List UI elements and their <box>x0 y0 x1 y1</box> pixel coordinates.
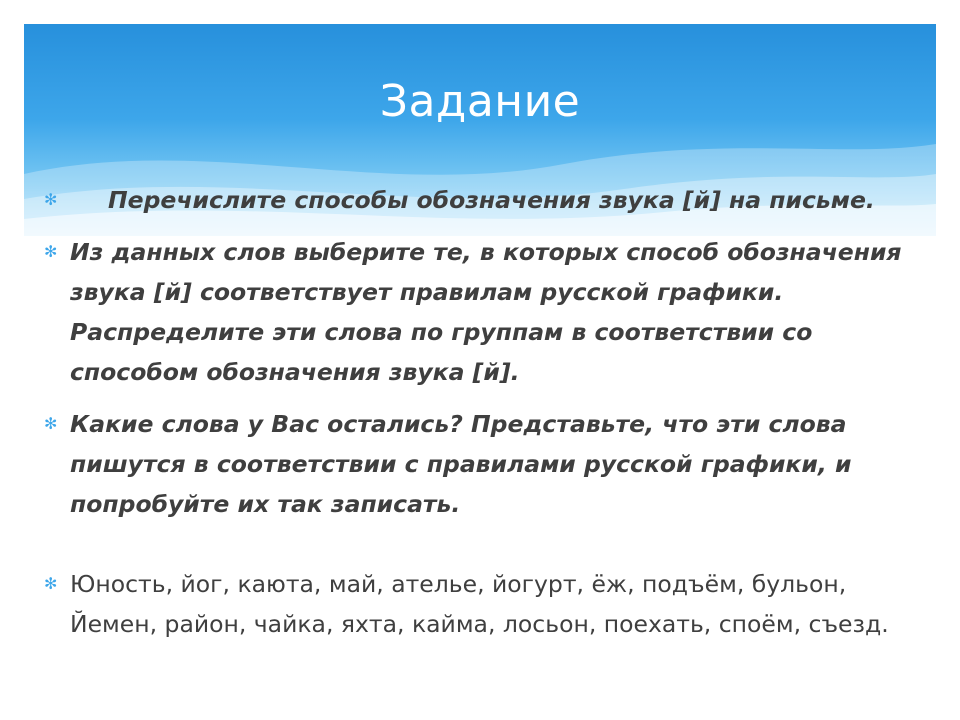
bullet-item <box>40 564 940 644</box>
bullet-item <box>40 180 940 220</box>
bullet-item <box>40 232 940 392</box>
asterisk-bullet-icon: ✻ <box>44 574 58 593</box>
bullet-text: Какие слова у Вас остались? Представьте, что эти слова пишутся в соответствии с правилами русской графики, и попробуйте их так записать. <box>70 410 852 518</box>
bullet-text: Из данных слов выберите те, в которых способ обозначения звука [й] соответствует правилам русской графики. Распределите эти слова по группам в соответствии со способом обозначения звука [й]. <box>70 238 902 386</box>
bullet-text: Перечислите способы обозначения звука [й] на письме. <box>108 186 875 214</box>
word-list: Юность, йог, каюта, май, ателье, йогурт, ёж, подъём, бульон, Йемен, район, чайка, яхта, кайма, лосьон, поехать, споём, съезд. <box>70 570 889 638</box>
bullet-item <box>40 404 940 524</box>
asterisk-bullet-icon: ✻ <box>44 414 58 433</box>
asterisk-bullet-icon: ✻ <box>44 190 58 209</box>
slide-body <box>40 180 940 644</box>
slide-title: Задание <box>379 76 581 127</box>
asterisk-bullet-icon: ✻ <box>44 242 58 261</box>
